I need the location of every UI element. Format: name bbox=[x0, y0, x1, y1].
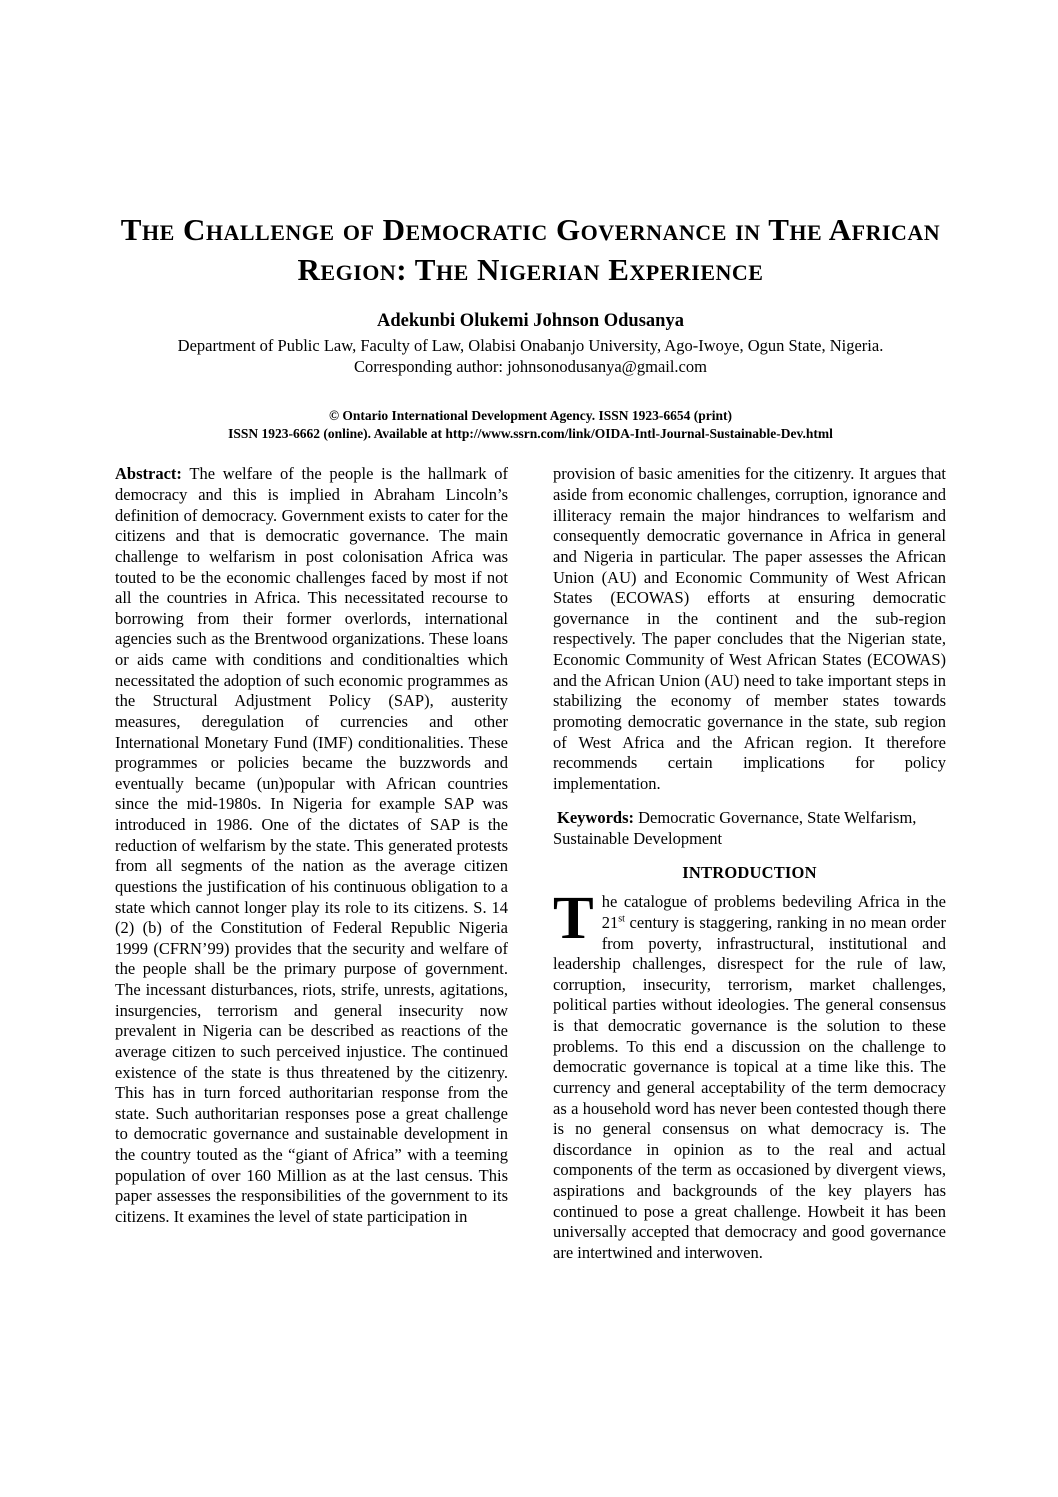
corresponding-author: Corresponding author: johnsonodusanya@gmail.com bbox=[354, 357, 707, 377]
intro-text-after-superscript: century is staggering, ranking in no mean order from poverty, infrastructural, institutional and leadership challenges, disrespect for the rule of law, corruption, insecurity, terrorism, market challenges, political parties without ideologies. The general consensus is that democratic governance is the solution to these problems. To this end a discussion on the challenge to democratic governance is topical at a time like this. The currency and general acceptability of the term democracy as a household word has never been contested though there is no general consensus on what democracy is. The discordance in opinion as to the real and actual components of the term as occasioned by divergent views, aspirations and backgrounds of the key players has continued to pose a great challenge. Howbeit it has been universally accepted that democracy and good governance are intertwined and interwoven. bbox=[553, 912, 946, 1262]
left-column bbox=[115, 464, 508, 1263]
two-column-body bbox=[115, 464, 946, 1263]
keywords-text: Democratic Governance, State Welfarism, Sustainable Development bbox=[553, 808, 917, 849]
ordinal-superscript: st bbox=[618, 913, 625, 925]
publisher-issn-print: © Ontario International Development Agency. ISSN 1923-6654 (print) bbox=[328, 408, 733, 424]
publisher-block bbox=[115, 407, 946, 442]
keywords-block bbox=[553, 808, 946, 849]
abstract-label: Abstract: bbox=[115, 464, 182, 484]
author-name: Adekunbi Olukemi Johnson Odusanya bbox=[377, 311, 684, 332]
paper-title: The Challenge of Democratic Governance in The African Region: The Nigerian Experience bbox=[120, 212, 941, 287]
right-column bbox=[553, 464, 946, 1263]
introduction-paragraph bbox=[553, 885, 946, 1263]
keywords-label: Keywords: bbox=[557, 808, 634, 828]
abstract-paragraph bbox=[115, 464, 508, 1227]
author-affiliation: Department of Public Law, Faculty of Law, Olabisi Onabanjo University, Ago-Iwoye, Ogun State, Nigeria. bbox=[177, 336, 884, 356]
abstract-text-part1: The welfare of the people is the hallmark of democracy and this is implied in Abraham Lincoln’s definition of democracy. Government exists to cater for the citizens and that is democratic governance. The main challenge to welfarism in post colonisation Africa was touted to be the economic challenges faced by most if not all the countries in Africa. This necessitated recourse to borrowing from their former overlords, international agencies such as the Brentwood organizations. These loans or aids came with conditions and conditionalties which necessitated the adoption of such economic programmes as the Structural Adjustment Policy (SAP), austerity measures, deregulation of currencies and other International Monetary Fund (IMF) conditionalities. These programmes or policies became the buzzwords and eventually became (un)popular with African countries since the mid-1980s. In Nigeria for example SAP was introduced in 1986. One of the dictates of SAP is the reduction of welfarism by the state. This generated protests from all segments of the nation as the average citizen questions the justification of his continuous obligation to a state which cannot longer play its role to its citizens. S. 14 (2) (b) of the Constitution of Federal Republic Nigeria 1999 (CFRN’99) provides that the security and welfare of the people shall be the primary purpose of government. The incessant disturbances, riots, strife, unrests, agitations, insurgencies, terrorism and general insecurity now prevalent in Nigeria can be described as reactions of the average citizen to such perceived injustice. The continued existence of the state is thus threatened by the citizenry. This has in turn forced authoritarian response from the state. Such authoritarian responses pose a great challenge to democratic governance and sustainable development in the country touted as the “giant of Africa” with a teeming population of over 160 Million as at the last census. This paper assesses the responsibilities of the government to its citizens. It examines the level of state participation in bbox=[115, 464, 508, 1226]
introduction-heading: INTRODUCTION bbox=[682, 862, 817, 882]
publisher-issn-online: ISSN 1923-6662 (online). Available at http://www.ssrn.com/link/OIDA-Intl-Journal-Sustainable-Dev.html bbox=[228, 425, 833, 441]
intro-text-before-superscript: he catalogue of problems bedeviling Africa in the 21 bbox=[601, 892, 946, 932]
abstract-continuation-paragraph: provision of basic amenities for the citizenry. It argues that aside from economic challenges, corruption, ignorance and illiteracy remain the major hindrances to welfarism and consequently democratic governance in Africa in general and Nigeria in particular. The paper assesses the African Union (AU) and Economic Community of West African States (ECOWAS) efforts at ensuring democratic governance in the continent and the sub-region respectively. The paper concludes that the Nigerian state, Economic Community of West African States (ECOWAS) and the African Union (AU) need to take important steps in stabilizing the economy of member states towards promoting democratic governance in the state, sub region of West Africa and the African region. It therefore recommends certain implications for policy implementation. bbox=[553, 464, 946, 793]
drop-cap-letter: T bbox=[553, 885, 594, 953]
